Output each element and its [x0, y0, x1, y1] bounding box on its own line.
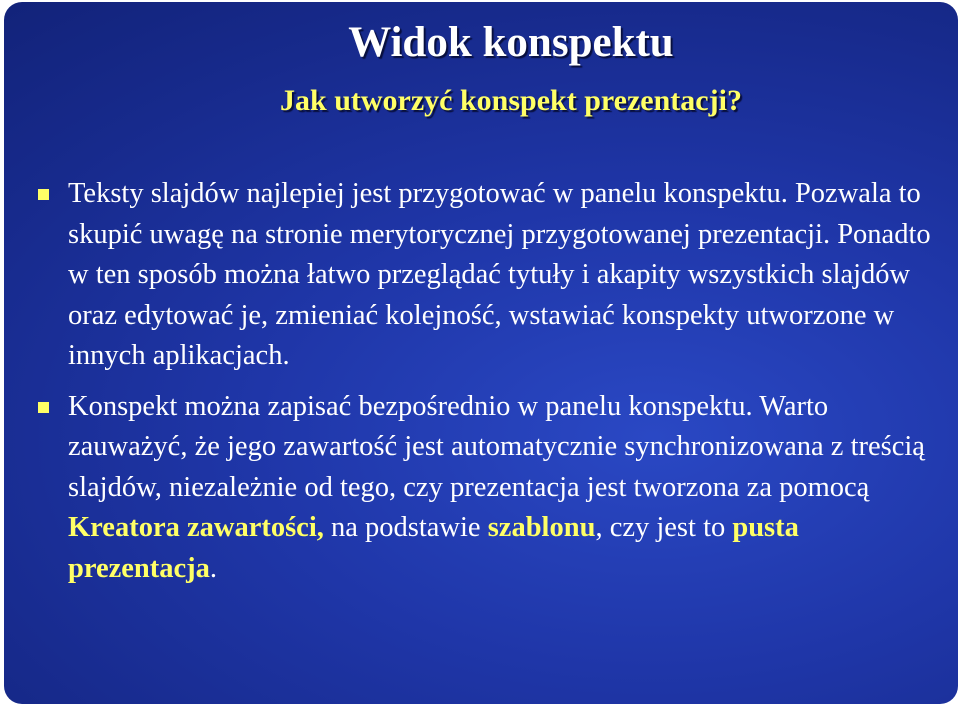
- slide: [4, 2, 958, 704]
- bullet-item: [32, 174, 942, 377]
- square-bullet-icon: [38, 189, 49, 200]
- bullet-item: [32, 387, 942, 590]
- bullet-text-part: .: [209, 552, 218, 584]
- bullet-text-part: Konspekt można zapisać bezpośrednio w panelu konspektu. Warto zauważyć, że jego zawartość jest automatycznie synchronizowana z treścią slajdów, niezależnie od tego, czy prezentacja jest tworzona za pomocą: [68, 390, 925, 503]
- highlight-szablonu: szablonu: [487, 512, 596, 543]
- slide-title: Widok konspektu: [348, 19, 674, 66]
- slide-subtitle: Jak utworzyć konspekt prezentacji?: [280, 84, 742, 117]
- slide-body: [32, 174, 942, 599]
- bullet-text-part: , czy jest to: [595, 512, 733, 543]
- bullet-text: Teksty slajdów najlepiej jest przygotować w panelu konspektu. Pozwala to skupić uwagę na stronie merytorycznej przygotowanej prezentacji. Ponadto w ten sposób można łatwo przeglądać tytuły i akapity wszystkich slajdów oraz edytować je, zmieniać kolejność, wstawiać konspekty utworzone w innych aplikacjach.: [68, 178, 931, 371]
- bullet-text-part: na podstawie: [323, 512, 488, 543]
- highlight-pusta: pusta prezentacja: [68, 512, 799, 584]
- highlight-kreatora: Kreatora zawartości,: [68, 512, 324, 543]
- square-bullet-icon: [38, 402, 49, 413]
